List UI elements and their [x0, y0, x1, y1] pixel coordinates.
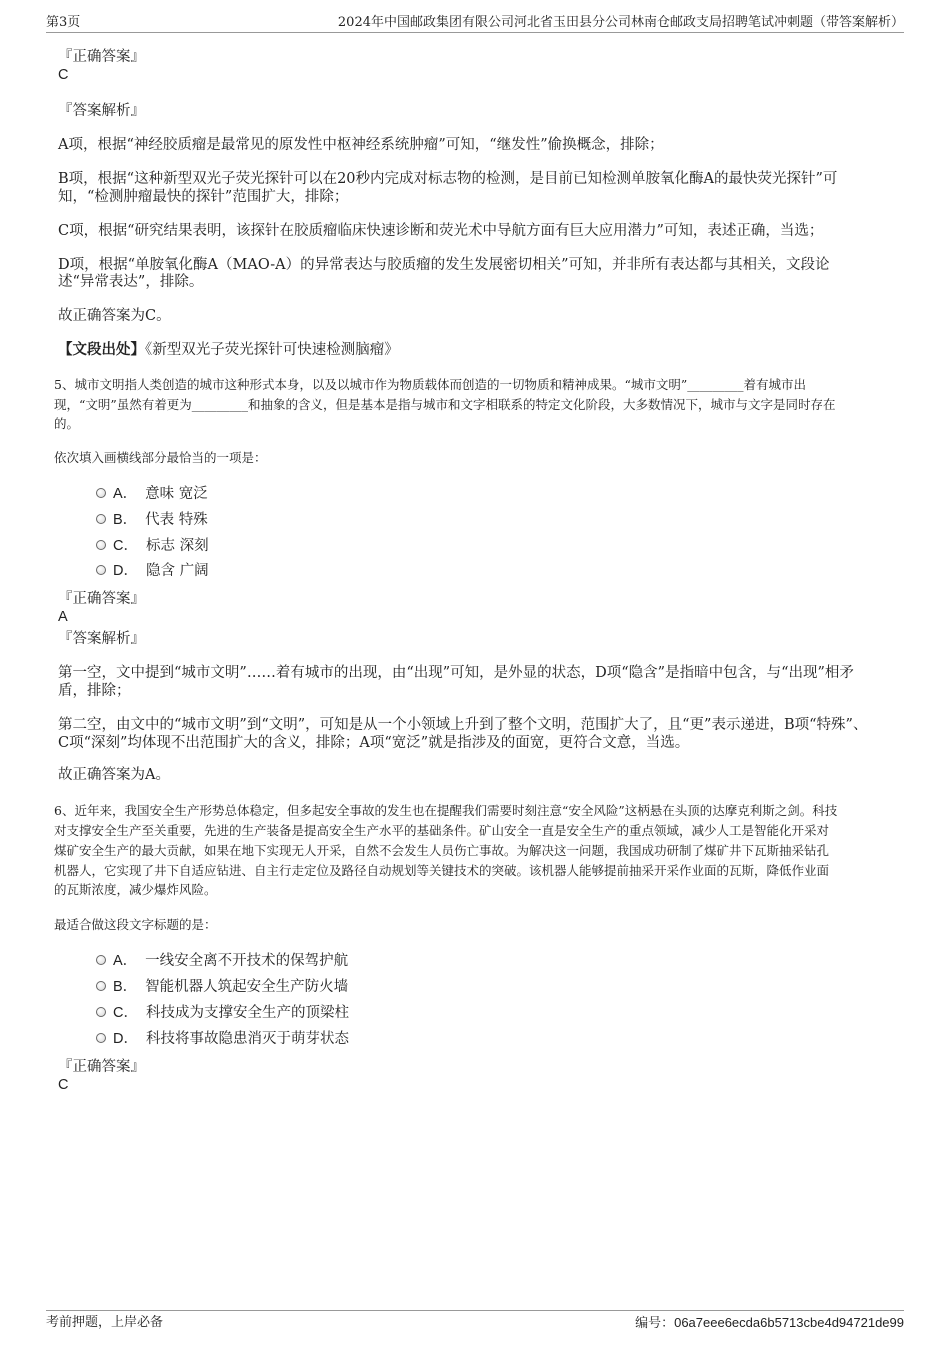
q6-answer-label: 『正确答案』	[58, 1059, 145, 1075]
q6-option-d[interactable]: D． 科技将事故隐患消灭于萌芽状态	[96, 1030, 349, 1048]
q5-analysis-2-line2: C项“深刻”均体现不出范围扩大的含义，排除；A项“宽泛”就是指涉及的面宽，更符合文意，当选。	[58, 735, 690, 751]
q5-option-a[interactable]: A． 意味 宽泛	[96, 485, 208, 503]
radio-icon[interactable]	[96, 565, 106, 575]
footer-code-label: 编号：	[635, 1316, 675, 1331]
radio-icon[interactable]	[96, 540, 106, 550]
q6-prompt: 最适合做这段文字标题的是：	[54, 917, 217, 932]
q5-analysis-1-line1: 第一空，文中提到“城市文明”……着有城市的出现，由“出现”可知，是外显的状态，D项“隐含”是指暗中包含，与“出现”相矛	[58, 665, 854, 681]
q4-analysis-b-line2: 知，“检测肿瘤最快的探针”范围扩大，排除；	[58, 189, 349, 205]
radio-icon[interactable]	[96, 981, 106, 991]
q4-source	[58, 341, 399, 359]
q4-source-title: 《新型双光子荧光探针可快速检测脑瘤》	[145, 342, 399, 358]
footer-code	[635, 1313, 904, 1334]
page-number: 第3页	[46, 15, 81, 30]
q6-option-a[interactable]: A． 一线安全离不开技术的保驾护航	[96, 952, 348, 970]
document-title: 2024年中国邮政集团有限公司河北省玉田县分公司林南仓邮政支局招聘笔试冲刺题（带答案解析）	[337, 15, 904, 30]
radio-icon[interactable]	[96, 488, 106, 498]
q4-analysis-b-line1: B项，根据“这种新型双光子荧光探针可以在20秒内完成对标志物的检测，是目前已知检测单胺氧化酶A的最快荧光探针”可	[58, 171, 838, 187]
q6-stem-line4: 机器人，它实现了井下自适应钻进、自主行走定位及路径自动规划等关键技术的突破。该机器人能够提前抽采开采作业面的瓦斯，降低作业面	[54, 863, 830, 878]
q4-answer-label: 『正确答案』	[58, 49, 145, 65]
q4-conclusion: 故正确答案为C。	[58, 308, 171, 324]
q6-stem-line3: 煤矿安全生产的最大贡献，如果在地下实现无人开采，自然不会发生人员伤亡事故。为解决这一问题，我国成功研制了煤矿井下瓦斯抽采钻孔	[54, 843, 830, 858]
q6-stem-line1: 6、近年来，我国安全生产形势总体稳定，但多起安全事故的发生也在提醒我们需要时刻注意“安全风险”这柄悬在头顶的达摩克利斯之剑。科技	[54, 803, 838, 818]
q5-option-b[interactable]: B． 代表 特殊	[96, 511, 208, 529]
q6-option-b[interactable]: B． 智能机器人筑起安全生产防火墙	[96, 978, 348, 996]
q5-option-c[interactable]: C． 标志 深刻	[96, 537, 209, 555]
q4-analysis-d-line1: D项，根据“单胺氧化酶A（MAO-A）的异常表达与胶质瘤的发生发展密切相关”可知，并非所有表达都与其相关，文段论	[58, 257, 830, 273]
q5-prompt: 依次填入画横线部分最恰当的一项是：	[54, 450, 267, 465]
q4-analysis-c: C项，根据“研究结果表明，该探针在胶质瘤临床快速诊断和荧光术中导航方面有巨大应用潜力”可知，表述正确，当选；	[58, 223, 824, 239]
q5-analysis-2-line1: 第二空，由文中的“城市文明”到“文明”，可知是从一个小领域上升到了整个文明，范围扩大了，且“更”表示递进，B项“特殊”、	[58, 717, 868, 733]
page-header	[46, 14, 904, 33]
footer-slogan: 考前押题，上岸必备	[46, 1315, 164, 1330]
q5-option-d[interactable]: D． 隐含 广阔	[96, 562, 209, 580]
radio-icon[interactable]	[96, 955, 106, 965]
q4-analysis-label: 『答案解析』	[58, 103, 145, 119]
q4-analysis-d-line2: 述“异常表达”，排除。	[58, 274, 204, 290]
q4-answer: C	[58, 67, 69, 83]
radio-icon[interactable]	[96, 514, 106, 524]
q5-analysis-label: 『答案解析』	[58, 631, 145, 647]
q6-stem-line2: 对支撑安全生产至关重要，先进的生产装备是提高安全生产水平的基础条件。矿山安全一直是安全生产的重点领域，减少人工是智能化开采对	[54, 823, 830, 838]
q5-analysis-1-line2: 盾，排除；	[58, 683, 131, 699]
q5-stem-line2: 现，“文明”虽然有着更为_________和抽象的含义，但是基本是指与城市和文字相联系的特定文化阶段，大多数情况下，城市与文字是同时存在	[54, 397, 836, 412]
q5-stem-line3: 的。	[54, 416, 80, 431]
q6-stem-line5: 的瓦斯浓度，减少爆炸风险。	[54, 882, 217, 897]
q5-answer-label: 『正确答案』	[58, 591, 145, 607]
q6-answer: C	[58, 1077, 69, 1093]
page-footer	[46, 1310, 904, 1331]
q5-answer: A	[58, 609, 68, 625]
q6-option-c[interactable]: C． 科技成为支撑安全生产的顶梁柱	[96, 1004, 349, 1022]
radio-icon[interactable]	[96, 1007, 106, 1017]
footer-code-value: 06a7eee6ecda6b5713cbe4d94721de99	[674, 1315, 904, 1330]
q5-stem-line1: 5、城市文明指人类创造的城市这种形式本身，以及以城市作为物质载体而创造的一切物质和精神成果。“城市文明”_________着有城市出	[54, 377, 806, 392]
q4-source-label: 【文段出处】	[58, 341, 145, 358]
q5-conclusion: 故正确答案为A。	[58, 767, 170, 783]
q4-analysis-a: A项，根据“神经胶质瘤是最常见的原发性中枢神经系统肿瘤”可知，“继发性”偷换概念，排除；	[58, 137, 664, 153]
radio-icon[interactable]	[96, 1033, 106, 1043]
